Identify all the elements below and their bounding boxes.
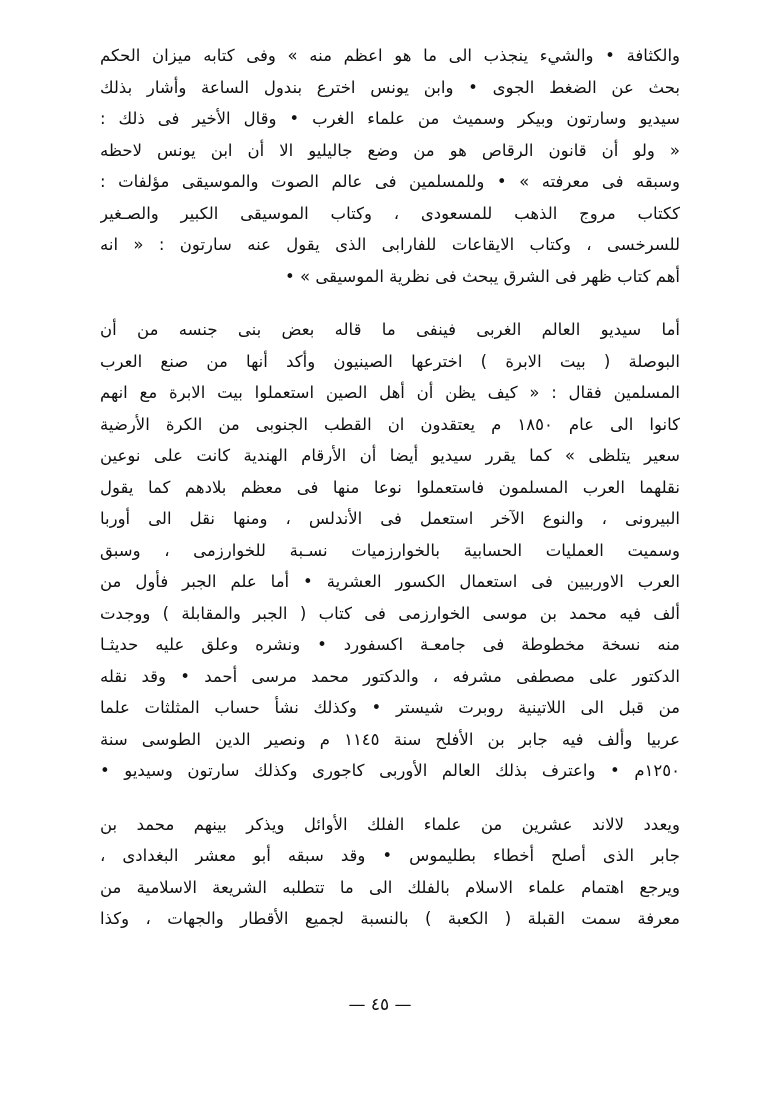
text-line: سيديو وسارتون وبيكر وسميث من علماء الغرب • وقال الأخير فى ذلك :: [100, 109, 680, 128]
text-line: كانوا الى عام ١٨٥٠ م يعتقدون ان القطب الجنوبى من الكرة الأرضية: [100, 414, 680, 434]
paragraph-1: [100, 40, 680, 292]
text-line: المسلمين فقال : « كيف يظن أن أهل الصين استعملوا بيت الابرة مع انهم: [100, 383, 680, 402]
text-line: نقلهما العرب المسلمون فاستعملوا نوعا منها فى معظم بلادهم كما يقول: [100, 477, 680, 497]
text-line: ويرجع اهتمام علماء الاسلام بالفلك الى ما تتطلبه الشريعة الاسلامية من: [100, 877, 680, 897]
text-line: ألف فيه محمد بن موسى الخوارزمى فى كتاب ( الجبر والمقابلة ) ووجدت: [100, 603, 680, 623]
text-line: ١٢٥٠م • واعترف بذلك العالم الأوربى كاجورى وكذلك سارتون وسيديو •: [100, 761, 680, 780]
text-line: منه نسخة مخطوطة فى جامعـة اكسفورد • ونشره وعلق عليه حديثـا: [100, 635, 680, 654]
text-line: ويعدد لالاند عشرين من علماء الفلك الأوائل ويذكر بينهم محمد بن: [100, 814, 680, 834]
text-line: عربيا وألف فيه جابر بن الأفلح سنة ١١٤٥ م ونصير الدين الطوسى سنة: [100, 729, 680, 749]
text-line: سعير يتلظى » كما يقرر سيديو أيضا أن الأرقام الهندية كانت على نوعين: [100, 446, 680, 465]
paragraph-2: [100, 314, 680, 787]
text-line: والكثافة • والشيء ينجذب الى ما هو اعظم منه » وفى كتابه ميزان الحكم: [100, 46, 680, 65]
text-line: وسبقه فى معرفته » • وللمسلمين فى عالم الصوت والموسيقى مؤلفات :: [100, 172, 680, 191]
text-line: ككتاب مروج الذهب للمسعودى ، وكتاب الموسيقى الكبير والصـغير: [100, 203, 680, 223]
text-line: من قبل الى اللاتينية روبرت شيستر • وكذلك نشأ حساب المثلثات علما: [100, 698, 680, 717]
text-line: الدكتور على مصطفى مشرفه ، والدكتور محمد مرسى أحمد • وقد نقله: [100, 666, 680, 686]
text-line: للسرخسى ، وكتاب الايقاعات للفارابى الذى يقول عنه سارتون : « انه: [100, 235, 680, 254]
text-line: « ولو أن قانون الرقاص هو من وضع جاليليو الا أن ابن يونس لاحظه: [100, 140, 680, 160]
page-number: — ٤٥ —: [348, 995, 412, 1015]
text-line: أما سيديو العالم الغربى فينفى ما قاله بعض بنى جنسه من أن: [100, 320, 680, 339]
text-line: البيرونى ، والنوع الآخر استعمل فى الأندلس ، ومنها نقل الى أوربا: [100, 509, 680, 528]
text-line: معرفة سمت القبلة ( الكعبة ) بالنسبة لجميع الأقطار والجهات ، وكذا: [100, 909, 680, 928]
text-line: جابر الذى أصلح أخطاء بطليموس • وقد سبقه أبو معشر البغدادى ،: [100, 846, 680, 865]
text-line: وسميت العمليات الحسابية بالخوارزميات نسـبة للخوارزمى ، وسبق: [100, 540, 680, 560]
page-body: [100, 40, 680, 935]
text-line: بحث عن الضغط الجوى • وابن يونس اخترع بندول الساعة وأشار بذلك: [100, 77, 680, 97]
paragraph-3: [100, 809, 680, 935]
text-line: أهم كتاب ظهر فى الشرق يبحث فى نظرية الموسيقى » •: [285, 266, 680, 286]
text-line: البوصلة ( بيت الابرة ) اخترعها الصينيون وأكد أنها من صنع العرب: [100, 351, 680, 371]
text-line: العرب الاوربيين فى استعمال الكسور العشرية • أما علم الجبر فأول من: [100, 572, 680, 591]
